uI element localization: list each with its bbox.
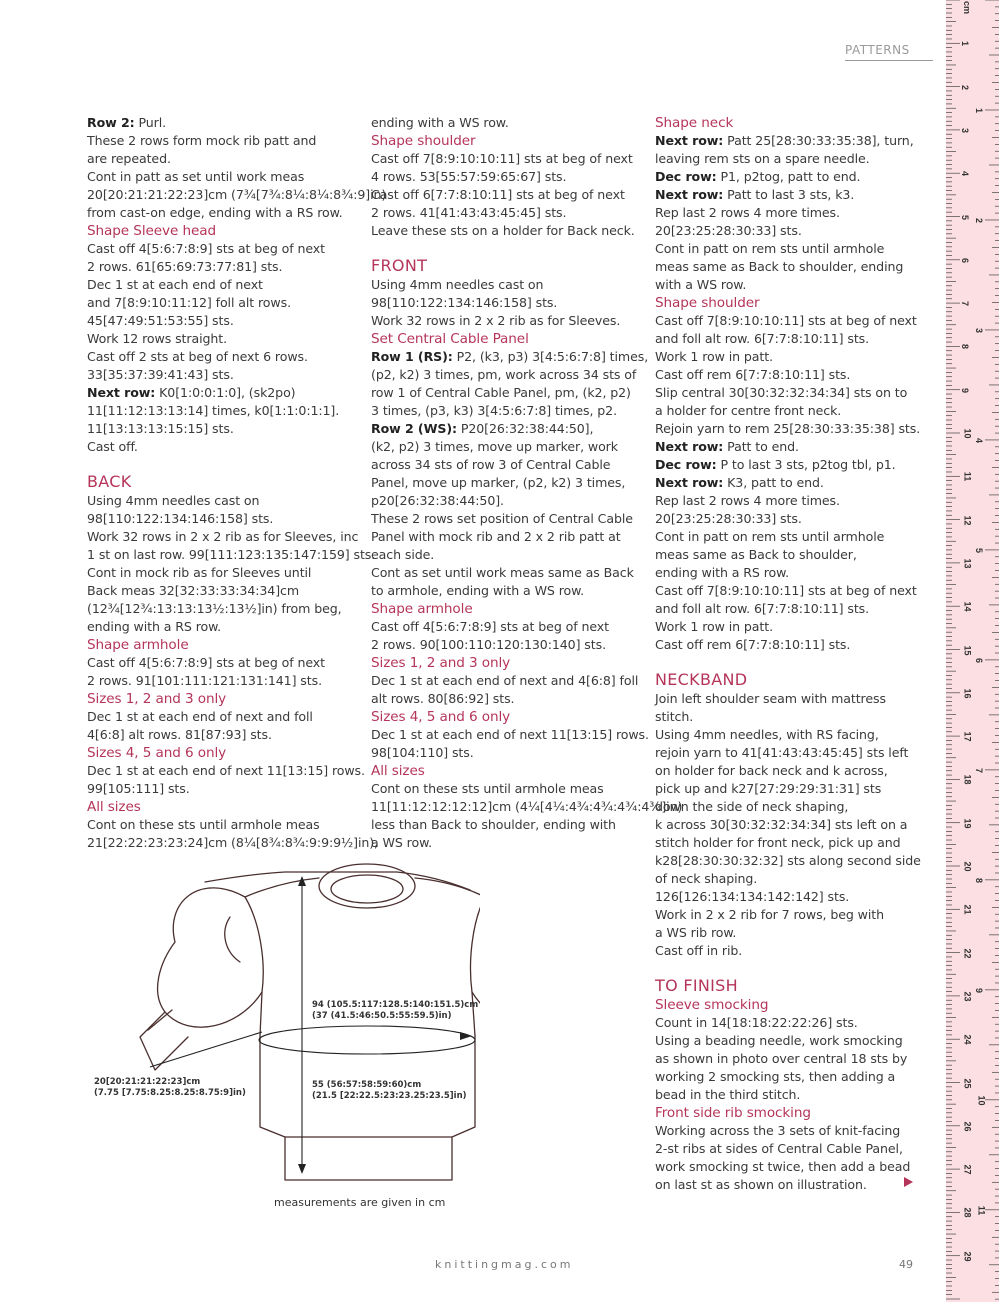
chest-arrow-icon [460,1032,472,1040]
text-line: Cast off rem 6[7:7:8:10:11] sts. [655,637,851,652]
text-line: 20[20:21:21:22:23]cm (7¾[7¾:8¼:8¼:8¾:9]in) [87,187,387,202]
text-line: with a WS row. [655,277,747,292]
ruler-inch-label: 5 [974,547,985,553]
subheading: Shape neck [655,115,734,131]
text-line: 2 rows. 91[101:111:121:131:141] sts. [87,673,322,688]
ruler-cm-label: 14 [962,601,973,612]
text-line: Cont in patt as set until work meas [87,169,305,184]
text-line: Cast off 4[5:6:7:8:9] sts at beg of next [371,619,609,634]
ruler-cm-label: 18 [962,774,973,785]
ruler-cm-label: 17 [962,731,973,742]
text-line [655,438,917,456]
text-line: meas same as Back to shoulder, [655,547,857,562]
diagram-caption: measurements are given in cm [274,1196,446,1209]
page-section-label: PATTERNS [845,43,910,57]
ruler-inch-label: 6 [974,657,985,663]
left-shoulder-line [245,878,319,897]
text-line [371,348,649,366]
text-line: 33[35:37:39:41:43] sts. [87,367,234,382]
text-line: bead in the third stitch. [655,1087,801,1102]
chest-measure-ellipse [259,1026,475,1054]
ruler-cm-label: 11 [962,472,973,482]
text-inline: P20[26:32:38:44:50], [456,421,594,436]
text-line: 126[126:134:134:142:142] sts. [655,889,850,904]
row-label: Next row: [655,187,724,202]
text-line: Cast off 2 sts at beg of next 6 rows. [87,349,308,364]
ruler-cm-label: 28 [962,1207,973,1218]
text-line: ending with a WS row. [371,115,509,130]
text-line: These 2 rows set position of Central Cable [371,511,633,526]
text-line: a WS rib row. [655,925,737,940]
text-line: pick up and k27[27:29:29:31:31] sts [655,781,882,796]
text-line: 4 rows. 53[55:57:59:65:67] sts. [371,169,567,184]
text-line: Cast off 4[5:6:7:8:9] sts at beg of next [87,655,325,670]
text-line: Work 12 rows straight. [87,331,228,346]
text-line: stitch. [655,709,694,724]
sweater-left-side [260,1036,475,1180]
text-line: 11[13:13:13:15:15] sts. [87,421,234,436]
text-line [655,168,917,186]
text-line: a WS row. [371,835,433,850]
text-line: Working across the 3 sets of knit-facing [655,1123,901,1138]
ruler-inch-label: 9 [974,987,985,993]
page-number: 49 [899,1258,913,1271]
text-line: ending with a RS row. [655,565,790,580]
text-line: a holder for centre front neck. [655,403,842,418]
text-line: (k2, p2) 3 times, move up marker, work [371,439,618,454]
left-sleeve-cuff [140,1012,188,1070]
measuring-ruler [946,0,999,1302]
subheading: Shape armhole [87,637,189,653]
ruler-cm-label: 23 [962,991,973,1002]
text-line: 2 rows. 90[100:110:120:130:140] sts. [371,637,606,652]
length-label-cm: 55 (56:57:58:59:60)cm [312,1080,422,1090]
text-line: Cont in patt on rem sts until armhole [655,241,885,256]
row-label: Next row: [655,475,724,490]
ruler-cm-label: 7 [960,301,971,307]
sleeve-label-in: (7.75 [7.75:8.25:8.25:8.75:9]in) [94,1088,246,1098]
text-inline: P1, p2tog, patt to end. [716,169,861,184]
text-inline: Patt to end. [723,439,799,454]
section-label-rule [845,60,933,61]
text-line: Cast off 7[8:9:10:10:11] sts at beg of next [655,313,917,328]
subheading: Sizes 4, 5 and 6 only [87,745,227,761]
text-line: on last st as shown on illustration. [655,1177,867,1192]
neckline-inner [331,875,403,903]
text-line: 98[110:122:134:146:158] sts. [87,511,274,526]
text-line: These 2 rows form mock rib patt and [87,133,317,148]
ruler-cm-label: 2 [960,84,971,90]
text-line: stitch holder for front neck, pick up and [655,835,901,850]
ruler-cm-label: 16 [962,688,973,699]
column-3 [655,114,921,1194]
text-line: Work 32 rows in 2 x 2 rib as for Sleeves. [371,313,621,328]
text-line: from cast-on edge, ending with a RS row. [87,205,343,220]
text-line: working 2 smocking sts, then adding a [655,1069,896,1084]
text-line: down the side of neck shaping, [655,799,849,814]
length-label-in: (21.5 [22:22.5:23:23.25:23.5]in) [312,1091,467,1101]
section-heading: NECKBAND [655,670,748,689]
row-label: Dec row: [655,169,717,184]
ruler-cm-label: 22 [962,948,973,959]
text-line: 1 st on last row. 99[111:123:135:147:159] sts. [87,547,376,562]
footer-url: knittingmag.com [435,1258,574,1271]
text-line: Cont on these sts until armhole meas [371,781,604,796]
text-line: Dec 1 st at each end of next 11[13:15] rows. [371,727,649,742]
ruler-inch-label: 11 [976,1205,987,1216]
left-sleeve-inner-fold [225,917,240,962]
text-line: Cont in patt on rem sts until armhole [655,529,885,544]
text-inline: P to last 3 sts, p2tog tbl, p1. [716,457,896,472]
ruler-cm-label: 9 [960,387,971,393]
text-inline: Purl. [134,115,167,130]
text-line: and foll alt row. 6[7:7:8:10:11] sts. [655,331,870,346]
sweater-schematic-diagram [80,862,480,1192]
ruler-inch-label: 2 [974,217,985,223]
text-line: 99[105:111] sts. [87,781,190,796]
text-line: 98[104:110] sts. [371,745,474,760]
text-line [655,456,917,474]
sleeve-measure-line [150,1032,262,1067]
subheading: All sizes [87,799,141,815]
text-line: 4[6:8] alt rows. 81[87:93] sts. [87,727,272,742]
text-line: p20[26:32:38:44:50]. [371,493,504,508]
text-line: and 7[8:9:10:11:12] foll alt rows. [87,295,291,310]
text-line: Cast off 7[8:9:10:10:11] sts at beg of next [371,151,633,166]
text-line [371,420,633,438]
text-line: Panel, move up marker, (p2, k2) 3 times, [371,475,626,490]
text-line: Work 32 rows in 2 x 2 rib as for Sleeves, inc [87,529,359,544]
section-heading: BACK [87,472,132,491]
ruler-cm-label: 24 [962,1034,973,1045]
ruler-unit-cm: cm [962,0,973,15]
ruler-inch-label: 8 [974,877,985,883]
subheading: Shape Sleeve head [87,223,216,239]
text-line [87,114,349,132]
text-line: Work 1 row in patt. [655,619,773,634]
left-cuff-fold [148,1010,172,1030]
left-armhole [260,992,262,1036]
chest-label-in: (37 (41.5:46:50.5:55:59.5)in) [312,1011,452,1021]
text-inline: K0[1:0:0:1:0], (sk2po) [155,385,296,400]
text-line: of neck shaping. [655,871,758,886]
sleeve-label-cm: 20[20:21:21:22:23]cm [94,1077,201,1087]
text-line: (12¾[12¾:13:13:13½:13½]in) from beg, [87,601,342,616]
text-line: Cont on these sts until armhole meas [87,817,320,832]
ruler-inch-label: 4 [974,437,985,443]
section-heading: FRONT [371,256,428,275]
text-line [655,186,917,204]
row-label: Row 1 (RS): [371,349,453,364]
text-line: Slip central 30[30:32:32:34:34] sts on to [655,385,908,400]
text-line: Cast off. [87,439,138,454]
chest-label-cm: 94 (105.5:117:128.5:140:151.5)cm [312,1000,479,1010]
ruler-cm-label: 6 [960,257,971,263]
text-line: 11[11:12:13:13:14] times, k0[1:1:0:1:1]. [87,403,340,418]
row-label: Next row: [655,439,724,454]
text-line: Rep last 2 rows 4 more times. [655,493,840,508]
text-inline: P2, (k3, p3) 3[4:5:6:7:8] times, [452,349,649,364]
length-arrow-bottom-icon [298,1164,306,1174]
text-line: Cont as set until work meas same as Back [371,565,634,580]
text-line: 11[11:12:12:12:12]cm (4¼[4¼:4¾:4¾:4¾:4¾]in) [371,799,683,814]
subheading: Set Central Cable Panel [371,331,529,347]
ruler-cm-label: 10 [962,428,973,439]
row-label: Row 2 (WS): [371,421,457,436]
text-line: to armhole, ending with a WS row. [371,583,585,598]
text-line: Rejoin yarn to rem 25[28:30:33:35:38] sts. [655,421,921,436]
text-inline: K3, patt to end. [723,475,824,490]
text-line: Leave these sts on a holder for Back neck. [371,223,635,238]
ruler-inch-label: 7 [974,767,985,773]
column-1 [87,114,387,852]
text-line: Using a beading needle, work smocking [655,1033,903,1048]
text-line: Cast off 6[7:7:8:10:11] sts at beg of next [371,187,625,202]
text-line: across 34 sts of row 3 of Central Cable [371,457,611,472]
text-line: Cast off 7[8:9:10:10:11] sts at beg of next [655,583,917,598]
text-line: alt rows. 80[86:92] sts. [371,691,515,706]
text-line: 98[110:122:134:146:158] sts. [371,295,558,310]
text-line: less than Back to shoulder, ending with [371,817,616,832]
text-line: Cast off 4[5:6:7:8:9] sts at beg of next [87,241,325,256]
ruler-cm-label: 8 [960,344,971,350]
text-line: each side. [371,547,435,562]
text-line: on holder for back neck and k across, [655,763,888,778]
text-line: Cast off rem 6[7:7:8:10:11] sts. [655,367,851,382]
text-line: Panel with mock rib and 2 x 2 rib patt at [371,529,621,544]
text-line: 20[23:25:28:30:33] sts. [655,511,802,526]
ruler-cm-label: 12 [962,515,973,526]
ruler-cm-label: 4 [960,171,971,177]
text-line: 21[22:22:23:23:24]cm (8¼[8¾:8¾:9:9:9½]in), [87,835,378,850]
left-sleeve-puff [158,888,264,1027]
subheading: Sizes 4, 5 and 6 only [371,709,511,725]
text-line: Dec 1 st at each end of next and foll [87,709,313,724]
ruler-cm-label: 15 [962,644,973,656]
ruler-cm-label: 13 [962,558,973,569]
ruler-inch-label: 1 [974,107,985,113]
text-line: as shown in photo over central 18 sts by [655,1051,908,1066]
text-line: Dec 1 st at each end of next [87,277,263,292]
continue-arrow-icon [904,1177,913,1187]
subheading: All sizes [371,763,425,779]
subheading: Sleeve smocking [655,997,769,1013]
text-line: Join left shoulder seam with mattress [655,691,886,706]
ruler-cm-label: 25 [962,1077,973,1089]
text-line: Rep last 2 rows 4 more times. [655,205,840,220]
text-line: Count in 14[18:18:22:22:26] sts. [655,1015,858,1030]
subheading: Sizes 1, 2 and 3 only [87,691,227,707]
text-line: and foll alt row. 6[7:7:8:10:11] sts. [655,601,870,616]
ruler-cm-label: 29 [962,1251,973,1262]
sleeve-measurement-label [94,1077,246,1099]
text-line: 20[23:25:28:30:33] sts. [655,223,802,238]
subheading: Shape armhole [371,601,473,617]
right-shoulder-line [415,878,480,897]
text-line: ending with a RS row. [87,619,222,634]
text-line: Using 4mm needles, with RS facing, [655,727,879,742]
text-line: Back meas 32[32:33:33:34:34]cm [87,583,300,598]
text-line: Cast off in rib. [655,943,743,958]
row-label: Next row: [655,133,724,148]
text-line: 2 rows. 41[41:43:43:45:45] sts. [371,205,567,220]
text-line [87,384,349,402]
chest-measurement-label [312,1000,478,1022]
length-measurement-label [312,1080,467,1102]
subheading: Sizes 1, 2 and 3 only [371,655,511,671]
ruler-cm-label: 1 [960,41,971,47]
text-line: Work in 2 x 2 rib for 7 rows, beg with [655,907,885,922]
ruler-cm-label: 27 [962,1164,973,1175]
text-inline: Patt 25[28:30:33:35:38], turn, [723,133,914,148]
text-line [655,132,917,150]
text-line: Dec 1 st at each end of next and 4[6:8] foll [371,673,639,688]
text-line: Using 4mm needles cast on [371,277,544,292]
text-inline: Patt to last 3 sts, k3. [723,187,855,202]
text-line: work smocking st twice, then add a bead [655,1159,911,1174]
subheading: Shape shoulder [371,133,476,149]
ruler-cm-label: 3 [960,127,971,133]
ruler-inch-label: 3 [974,327,985,333]
text-line: rejoin yarn to 41[41:43:43:45:45] sts left [655,745,909,760]
text-line: k across 30[30:32:32:34:34] sts left on a [655,817,908,832]
text-line: 2-st ribs at sides of Central Cable Panel, [655,1141,903,1156]
text-line: k28[28:30:30:32:32] sts along second side [655,853,921,868]
neckline-outer [319,864,415,908]
text-line: 45[47:49:51:53:55] sts. [87,313,234,328]
ruler-cm-label: 19 [962,818,973,829]
text-line: Using 4mm needles cast on [87,493,260,508]
row-label: Row 2: [87,115,135,130]
text-line: Dec 1 st at each end of next 11[13:15] rows. [87,763,365,778]
text-line [655,474,917,492]
text-line: are repeated. [87,151,171,166]
subheading: Front side rib smocking [655,1105,811,1121]
text-line: meas same as Back to shoulder, ending [655,259,904,274]
text-line: Cont in mock rib as for Sleeves until [87,565,312,580]
text-line: 2 rows. 61[65:69:73:77:81] sts. [87,259,283,274]
ruler-cm-label: 5 [960,214,971,220]
ruler-cm-label: 20 [962,861,973,872]
row-label: Dec row: [655,457,717,472]
ruler-cm-label: 21 [962,904,973,915]
text-line: leaving rem sts on a spare needle. [655,151,870,166]
text-line: row 1 of Central Cable Panel, pm, (k2, p2) [371,385,631,400]
ruler-cm-label: 26 [962,1121,973,1132]
subheading: Shape shoulder [655,295,760,311]
text-line: (p2, k2) 3 times, pm, work across 34 sts of [371,367,637,382]
section-heading: TO FINISH [655,976,738,995]
ruler-inch-label: 10 [976,1095,987,1106]
text-line: 3 times, (p3, k3) 3[4:5:6:7:8] times, p2. [371,403,617,418]
text-line: Work 1 row in patt. [655,349,773,364]
row-label: Next row: [87,385,156,400]
